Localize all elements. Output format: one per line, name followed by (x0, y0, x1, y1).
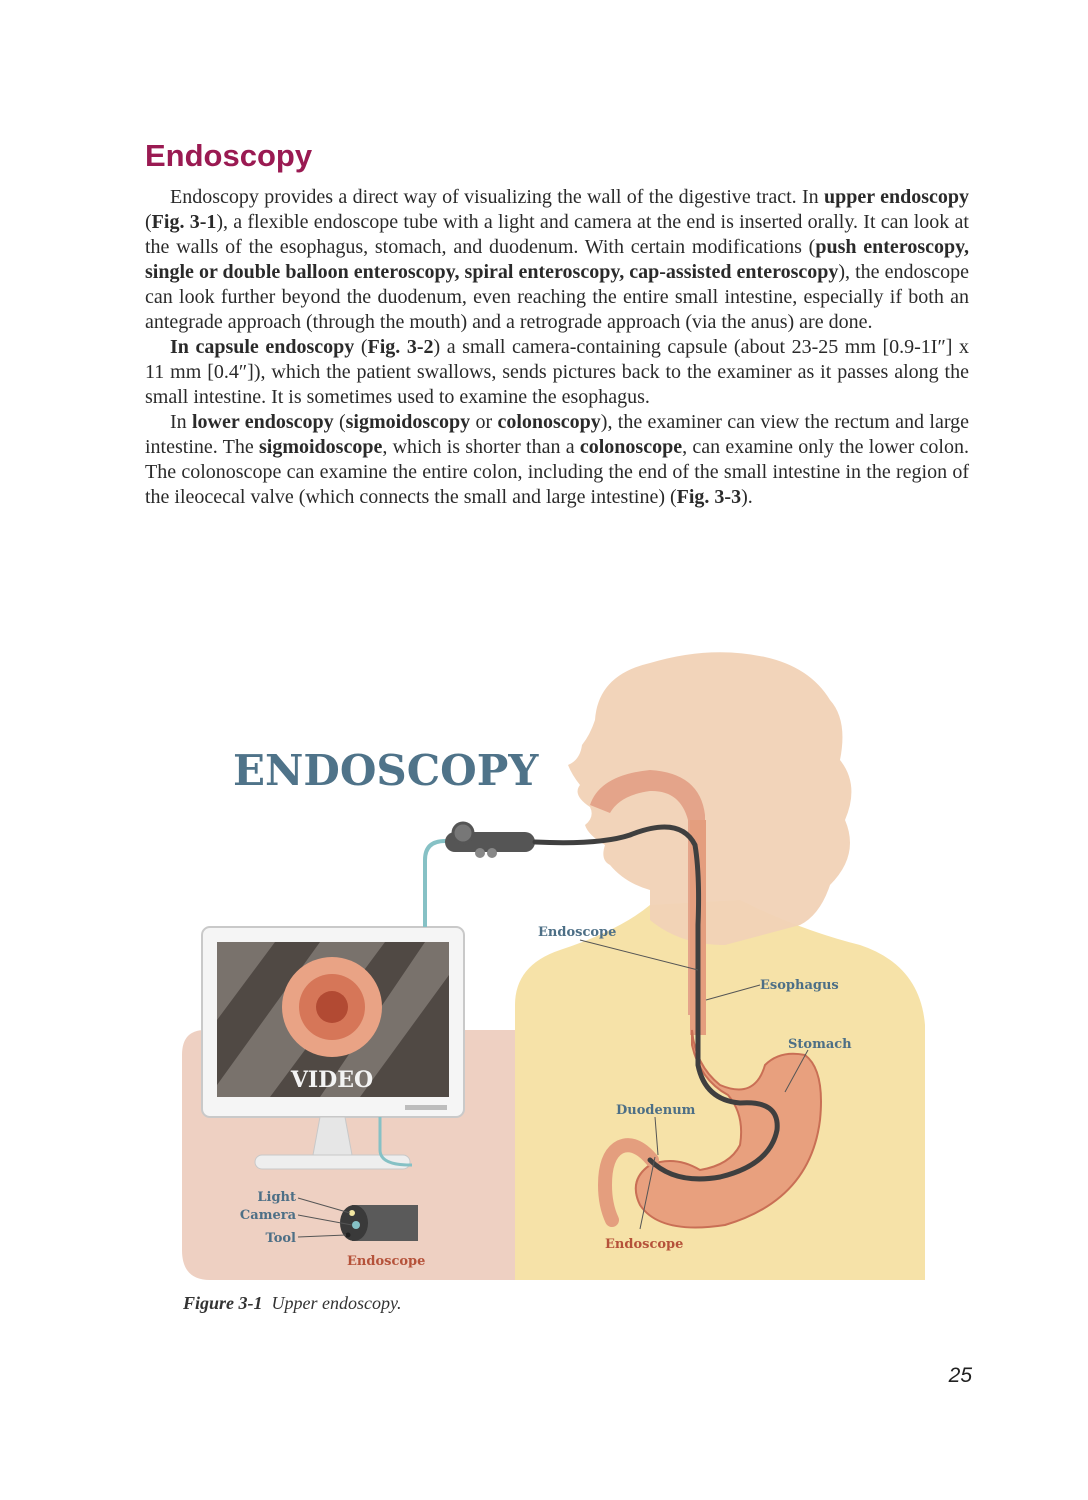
label-duodenum: Duodenum (616, 1103, 696, 1118)
endoscope-valve-1 (475, 848, 485, 858)
monitor-stand (313, 1117, 352, 1155)
endoscope-valve-2 (487, 848, 497, 858)
label-light: Light (257, 1190, 296, 1205)
endoscopy-figure (180, 645, 940, 1285)
endoscopy-illustration (180, 645, 940, 1285)
figure-caption (183, 1293, 402, 1314)
page-number: 25 (948, 1364, 972, 1387)
scope-tool-port (346, 1233, 351, 1238)
label-esophagus: Esophagus (760, 978, 839, 993)
section-heading: Endoscopy (145, 138, 313, 173)
body-text (145, 185, 969, 510)
figure-title: ENDOSCOPY (233, 746, 539, 795)
label-camera: Camera (239, 1208, 296, 1223)
video-lesion-inner (316, 991, 348, 1023)
paragraph-capsule-endoscopy: In capsule endoscopy (Fig. 3-2) a small camera-containing capsule (about 23-25 mm [0.9-1I″] x 11 mm [0.4″]), which the patient swallows, sends pictures back to the examiner as it passes along the small intestine. It is sometimes used to examine the esophagus. (145, 336, 970, 408)
label-tool: Tool (265, 1231, 296, 1246)
caption-label: Figure 3-1 (183, 1293, 263, 1313)
label-endoscope-top: Endoscope (538, 925, 617, 940)
label-endoscope-bottom: Endoscope (605, 1237, 684, 1252)
paragraph-upper-endoscopy: Endoscopy provides a direct way of visualizing the wall of the digestive tract. In upper endoscopy (Fig. 3-1), a flexible endoscope tube with a light and camera at the end is inserted orally. It can look at the walls of the esophagus, stomach, and duodenum. With certain modifications (push enteroscopy, single or double balloon enteroscopy, spiral enteroscopy, cap-assisted enteroscopy), the endoscope can look further beyond the duodenum, even reaching the entire small intestine, especially if both an antegrade approach (through the mouth) and a retrograde approach (via the anus) are done. (145, 186, 969, 333)
paragraph-lower-endoscopy: In lower endoscopy (sigmoidoscopy or colonoscopy), the examiner can view the rectum and large intestine. The sigmoidoscope, which is shorter than a colonoscope, can examine only the lower colon. The colonoscope can examine the entire colon, including the end of the small intestine in the region of the ileocecal valve (which connects the small and large intestine) (Fig. 3-3). (145, 411, 969, 508)
label-endoscope-tip: Endoscope (347, 1254, 426, 1269)
scope-camera (352, 1221, 360, 1229)
monitor-video-label: VIDEO (290, 1067, 374, 1093)
endoscope-cable (425, 841, 460, 927)
caption-text: Upper endoscopy. (271, 1293, 402, 1313)
label-stomach: Stomach (788, 1037, 852, 1052)
endoscope-knob (453, 823, 473, 843)
monitor-buttons (405, 1105, 447, 1110)
